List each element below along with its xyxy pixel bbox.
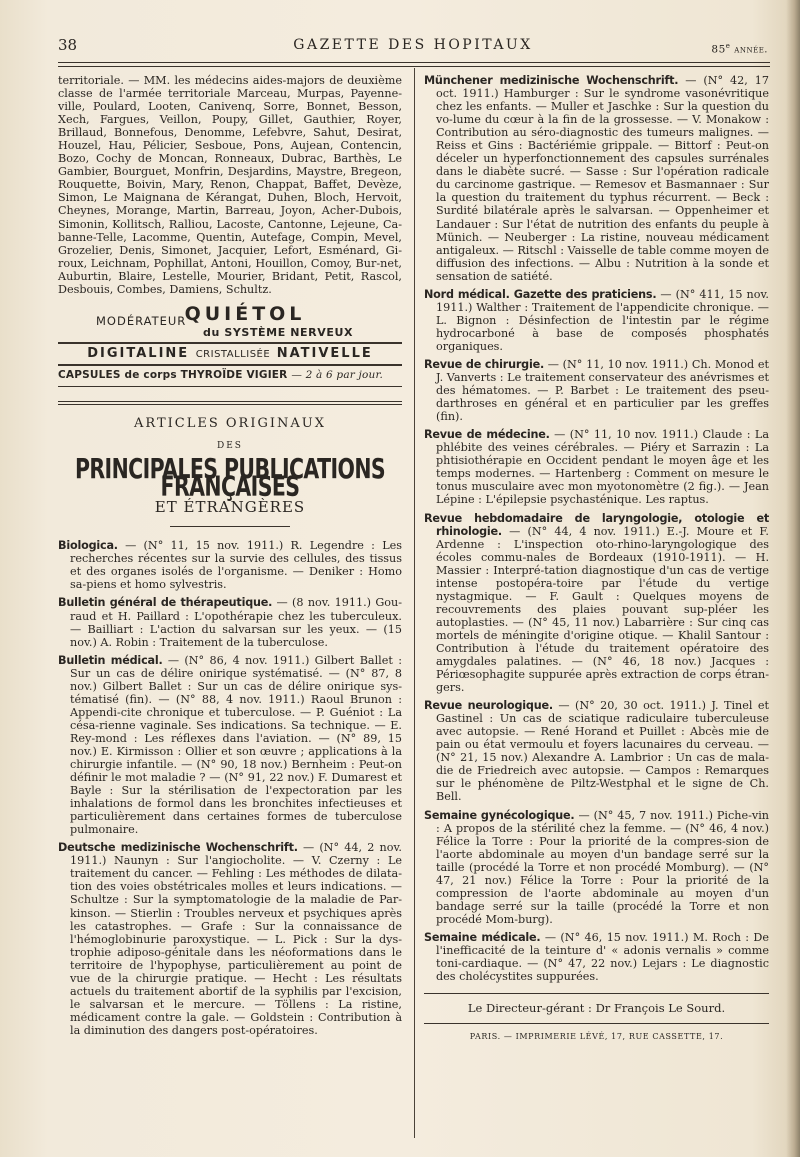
imprimerie-line: PARIS. — IMPRIMERIE LÉVÉ, 17, RUE CASSETTE, 17. xyxy=(469,1032,724,1042)
publication-text: — (N° 46, 15 nov. 1911.) M. Roch : De l'inefficacité de la teinture d' « adonis vernalis » comme toni-cardiaque. — (N° 47, 22 nov.) Lejars : Le diagnostic des cholécystites suppurées. xyxy=(436,930,770,984)
publication-entry xyxy=(424,74,769,283)
publication-text: — (N° 20, 30 oct. 1911.) J. Tinel et Gastinel : Un cas de sciatique radiculaire tuberculeuse avec autopsie. — René Horand et Puillet : Abcès mie de pain ou état vermoulu et foyers lacunaires du cerveau. — (N° 21, 15 nov.) Alexandre A. Lambrior : Un cas de mala-die de Friedreich avec autopsie. — Campos : Remarques sur le phénomène de Piltz-Westphal et le signe de Ch. Bell. xyxy=(436,699,769,804)
ad-systeme-nerveux: du SYSTÈME NERVEUX xyxy=(203,325,354,339)
publication-title: Biologica. xyxy=(58,539,118,553)
publication-entry xyxy=(424,288,769,353)
publication-title: Bulletin général de thérapeutique. xyxy=(58,596,273,610)
publication-entry xyxy=(424,512,769,695)
publication-entry xyxy=(424,699,769,803)
articles-heading-1: ARTICLES ORIGINAUX xyxy=(134,416,326,432)
ad-rule xyxy=(58,342,402,344)
publication-title: Deutsche medizinische Wochenschrift. xyxy=(58,841,298,855)
publication-text: — (8 nov. 1911.) Gou-raud et H. Paillard : L'opothérapie chez les tuberculeux. — Bailliart : L'action du salvarsan sur les yeux. — (15 nov.) A. Robin : Traitement de la tuberculose. xyxy=(70,596,402,649)
advertisement-block xyxy=(58,302,402,387)
publication-text: — (N° 411, 15 nov. 1911.) Walther : Traitement de l'appendicite chronique. — L. Bignon : Désinfection de l'intestin par le régime hydrocarboné à base de composés phosphatés organiques. xyxy=(436,287,769,353)
publication-title: Münchener medizinische Wochenschrift. xyxy=(424,74,679,87)
publication-text: — (N° 45, 7 nov. 1911.) Piche-vin : A propos de la stérilité chez la femme. — (N° 46, 4 nov.) Félice la Torre : Pour la priorité de la compres-sion de l'aorte abdominale au moyen d'un bandage serré sur la taille (procédé la Torre et non procédé Momburg). — (N° 47, 21 nov.) Félice la Torre : Pour la priorité de la compression de l'aorte abdominale au moyen d'un bandage serré sur la taille (procédé la Torre et non procédé Mom-burg). xyxy=(436,808,769,926)
articles-heading-block xyxy=(58,401,402,527)
publication-text: — (N° 44, 2 nov. 1911.) Naunyn : Sur l'angiocholite. — V. Czerny : Le traitement du cancer. — Fehling : Les méthodes de dilata-tion des voies obstétricales molles et leurs indications. — Schultze : Sur la symptomatologie de la maladie de Par-kinson. — Stierlin : Troubles nerveux et psychiques après les catastrophes. — Grafe : Sur la connaissance de l'hémoglobinurie paroxystique. — L. Pick : Sur la dys-trophie adiposo-génitale dans les néoformations dans le territoire de l'hypophyse, particulièrement au point de vue de la chirurgie pratique. — Hecht : Les résultats actuels du traitement abortif de la syphilis par l'excision, le salvarsan et le mercure. — Töllens : La ristine, médicament contre la gale. — Goldstein : Contribution à la diminution des dangers post-opératoires. xyxy=(70,841,402,1037)
publication-entry xyxy=(424,428,769,506)
articles-heading-2: PRINCIPALES PUBLICATIONS FRANÇAISES xyxy=(74,452,386,503)
publication-title: Bulletin médical. xyxy=(58,653,163,667)
publication-entry xyxy=(58,841,402,1037)
right-column xyxy=(424,74,769,1043)
page-number: 38 xyxy=(58,36,78,54)
directeur-gerant: Le Directeur-gérant : Dr François Le Sourd. xyxy=(467,1001,726,1016)
publication-title: Semaine gynécologique. xyxy=(424,808,575,822)
publication-title: Revue neurologique. xyxy=(424,699,553,713)
ad-rule xyxy=(58,386,402,387)
ad-quietol: QUIÉTOL xyxy=(184,302,306,325)
articles-rule xyxy=(58,401,402,402)
footer-rule xyxy=(424,993,769,994)
ad-capsules: CAPSULES de corps THYROÏDE VIGIER — 2 à 6 par jour. xyxy=(58,368,384,381)
ad-digitaline: DIGITALINE CRISTALLISÉE NATIVELLE xyxy=(87,345,373,361)
publication-entry xyxy=(424,358,769,423)
publication-text: — (N° 86, 4 nov. 1911.) Gilbert Ballet : Sur un cas de délire onirique systématisé. — (N° 87, 8 nov.) Gilbert Ballet : Sur un cas de délire onirique sys-tématisé (fin). — (N° 88, 4 nov. 1911.) Raoul Brunon : Appendi-cite chronique et tuberculose. — P. Guéniot : La césa-rienne vaginale. Ses indications. Sa technique. — E. Rey-mond : Les réflexes dans l'aviation. — (N° 89, 15 nov.) E. Kirmisson : Ollier et son œuvre ; applications à la chirurgie infantile. — (N° 90, 18 nov.) Bernheim : Peut-on définir le mot maladie ? — (N° 91, 22 nov.) F. Dumarest et Bayle : Sur la stérilisation de l'expectoration par les inhalations de formol dans les bronchites infectieuses et particulièrement dans certaines formes de tuberculose pulmonaire. xyxy=(70,653,402,837)
publication-text: — (N° 11, 10 nov. 1911.) Ch. Monod et J. Vanverts : Le traitement conservateur des anévrismes et des hématomes. — P. Barbet : Le traitement des pseu-darthroses en général et en particulier par les greffes (fin). xyxy=(436,357,769,424)
publication-title: Revue de chirurgie. xyxy=(424,357,545,371)
right-entries xyxy=(424,74,769,983)
articles-end-rule xyxy=(170,526,290,527)
publication-title: Semaine médicale. xyxy=(424,930,541,944)
page-edge-shadow xyxy=(786,0,800,1157)
publication-title: Nord médical. Gazette des praticiens. xyxy=(424,287,657,301)
publication-title: Revue de médecine. xyxy=(424,428,550,442)
journal-title: GAZETTE DES HOPITAUX xyxy=(293,37,533,53)
header-rule-thin xyxy=(58,66,770,67)
footer-rule-2 xyxy=(424,1023,769,1024)
page-header xyxy=(58,34,768,56)
articles-rule-thin xyxy=(58,404,402,405)
column-divider xyxy=(414,68,415,1138)
publication-entry xyxy=(58,539,402,591)
annee-label: 85e année. xyxy=(711,42,768,56)
territoriale-paragraph: territoriale. — MM. les médecins aides-majors de deuxième classe de l'armée territoriale Marceau, Murpas, Payenne-ville, Poulard, Looten, Canivenq, Sorre, Bonnet, Besson, Xech, Fargues, Veillon, Poupy, Gillet, Gauthier, Royer, Brillaud, Bonnefous, Denomme, Lefebvre, Sahut, Desirat, Houzel, Hau, Pélicier, Sesboue, Pons, Aujean, Contencin, Bozo, Cochy de Moncan, Ronneaux, Dubrac, Barthès, Le Gambier, Bourguet, Monfrin, Desjardins, Maystre, Bregeon, Rouquette, Boivin, Mary, Renon, Chappat, Baffet, Devèze, Simon, Le Maignana de Kérangat, Duhen, Bloch, Hervoit, Cheynes, Morange, Martin, Barreau, Joyon, Acher-Dubois, Simonin, Kollitsch, Ralliou, Lacoste, Cantonne, Lejeune, Ca-banne-Telle, Lacomme, Quentin, Autefage, Compin, Mevel, Grozelier, Denis, Simonet, Jacquier, Lefort, Esménard, Gi-roux, Leichnam, Pophillat, Antoni, Houillon, Comoy, Bur-net, Auburtin, Blaire, Lestelle, Mourier, Bridant, Petit, Rascol, Desbouis, Combes, Damiens, Schultz. xyxy=(58,74,402,296)
publication-text: — (N° 11, 15 nov. 1911.) R. Legendre : Les recherches récentes sur la survie des cellules, des tissus et des organes isolés de l'organisme. — Deniker : Homo sa-piens et homo sylvestris. xyxy=(70,539,402,592)
publication-entry xyxy=(58,654,402,837)
ad-rule xyxy=(58,364,402,366)
articles-heading-3: ET ÉTRANGÈRES xyxy=(154,498,306,517)
publication-text: — (N° 11, 10 nov. 1911.) Claude : La phlébite des veines cérébrales. — Piéry et Sarrazin : La phtisiothérapie en Occident pendant le moyen âge et les temps modernes. — Hartenberg : Comment on mesure le tonus musculaire avec mon myotonomètre (2 fig.). — Jean Lépine : L'épilepsie psychasténique. Les raptus. xyxy=(436,428,769,507)
left-entries xyxy=(58,539,402,1037)
articles-heading-des: DES xyxy=(217,441,243,452)
publication-text: — (N° 42, 17 oct. 1911.) Hamburger : Sur le syndrome vasonévritique chez les enfants. — Muller et Jaschke : Sur la question du vo-lume du cœur à la fin de la grossesse. — V. Monakow : Contribution au séro-diagnostic des tumeurs malignes. — Reiss et Gins : Bactériémie grippale. — Bittorf : Peut-on déceler un hyperfonctionnement des capsules surrénales dans le diabète sucré. — Sasse : Sur l'opération radicale du carcinome gastrique. — Remesov et Basmannaer : Sur la question du traitement du typhus récurrent. — Beck : Surdité bilatérale après le salvarsan. — Oppenheimer et Landauer : Sur l'état de nutrition des enfants du peuple à Münich. — Neuberger : La ristine, nouveau médicament antigaleux. — Ritschl : Vaisselle de table comme moyen de diffusion des infections. — Albu : Nutrition à la sonde et sensation de satiété. xyxy=(436,74,769,283)
publication-entry xyxy=(424,931,769,983)
publication-text: — (N° 44, 4 nov. 1911.) E.-J. Moure et F. Ardenne : L'inspection oto-rhino-laryngologique des écoles commu-nales de Bordeaux (1910-1911). — H. Massier : Interpré-tation diagnostique d'un cas de vertige intense postopéra-toire par l'étude du vertige nystagmique. — F. Gault : Quelques moyens de recouvrements des plaies pouvant sup-pléer les autoplasties. — (N° 45, 11 nov.) Labarrière : Sur cinq cas mortels de méningite d'origine otique. — Khalil Santour : Contribution à l'étude du traitement opératoire des amygdales palatines. — (N° 46, 18 nov.) Jacques : Périœsophagite suppurée après extraction de corps étran-gers. xyxy=(436,524,769,695)
left-column xyxy=(58,74,402,1037)
header-rule xyxy=(58,62,770,63)
ad-moderateur: MODÉRATEUR xyxy=(96,313,187,328)
publication-title: Revue hebdomadaire de laryngologie, otologie et rhinologie. xyxy=(424,511,769,538)
publication-entry xyxy=(58,596,402,648)
publication-entry xyxy=(424,809,769,926)
